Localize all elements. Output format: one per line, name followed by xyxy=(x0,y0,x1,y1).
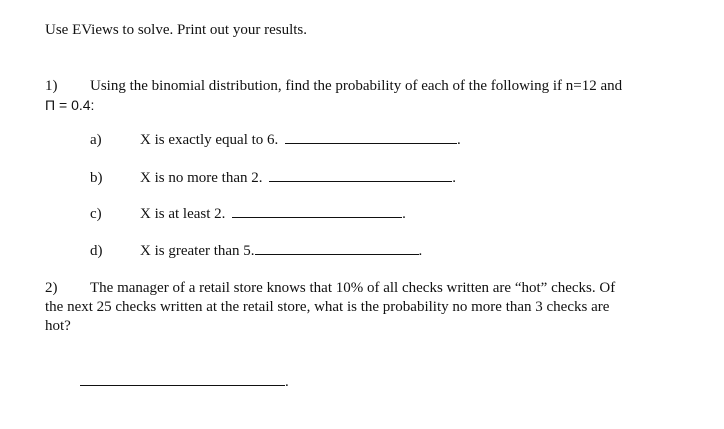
question-1-parameter xyxy=(45,97,94,113)
pi-symbol: Π xyxy=(45,97,56,113)
answer-blank-c[interactable] xyxy=(232,206,402,218)
question-2-number: 2) xyxy=(45,280,58,296)
part-c-text: X is at least 2. xyxy=(140,206,226,222)
part-a-label: a) xyxy=(90,132,102,148)
part-b-content xyxy=(140,170,456,187)
part-c-label: c) xyxy=(90,206,102,222)
answer-blank-a[interactable] xyxy=(285,132,457,144)
instructions-text: Use EViews to solve. Print out your results. xyxy=(45,22,307,38)
part-d xyxy=(90,243,103,260)
question-2-text-1: The manager of a retail store knows that 10% of all checks written are “hot” checks. Of xyxy=(90,280,616,296)
part-d-text: X is greater than 5. xyxy=(140,243,255,259)
part-a-text: X is exactly equal to 6. xyxy=(140,132,279,148)
blank-terminator-a: . xyxy=(457,132,461,148)
blank-terminator-d: . xyxy=(418,243,423,259)
part-b-label: b) xyxy=(90,170,103,186)
question-2-line-1 xyxy=(45,280,615,297)
part-a-content xyxy=(140,132,461,149)
part-b xyxy=(90,170,103,187)
blank-terminator-c: . xyxy=(402,206,406,222)
part-b-text: X is no more than 2. xyxy=(140,170,263,186)
part-c xyxy=(90,206,102,223)
answer-blank-2[interactable] xyxy=(80,374,285,386)
part-c-content xyxy=(140,206,406,223)
answer-blank-d[interactable] xyxy=(255,243,419,255)
answer-area-2 xyxy=(80,374,289,391)
part-d-label: d) xyxy=(90,243,103,259)
answer-blank-b[interactable] xyxy=(269,170,452,182)
question-1-number: 1) xyxy=(45,78,58,94)
part-d-content xyxy=(140,243,422,260)
question-2-text-3: hot? xyxy=(45,318,71,334)
question-1-header xyxy=(45,78,622,95)
question-1-prompt: Using the binomial distribution, find the probability of each of the following if n=12 and xyxy=(90,78,623,94)
part-a xyxy=(90,132,102,149)
blank-terminator-2: . xyxy=(285,374,289,390)
question-2-text-2: the next 25 checks written at the retail store, what is the probability no more than 3 checks are xyxy=(45,299,610,315)
pi-value: = 0.4: xyxy=(55,97,95,113)
blank-terminator-b: . xyxy=(452,170,456,186)
